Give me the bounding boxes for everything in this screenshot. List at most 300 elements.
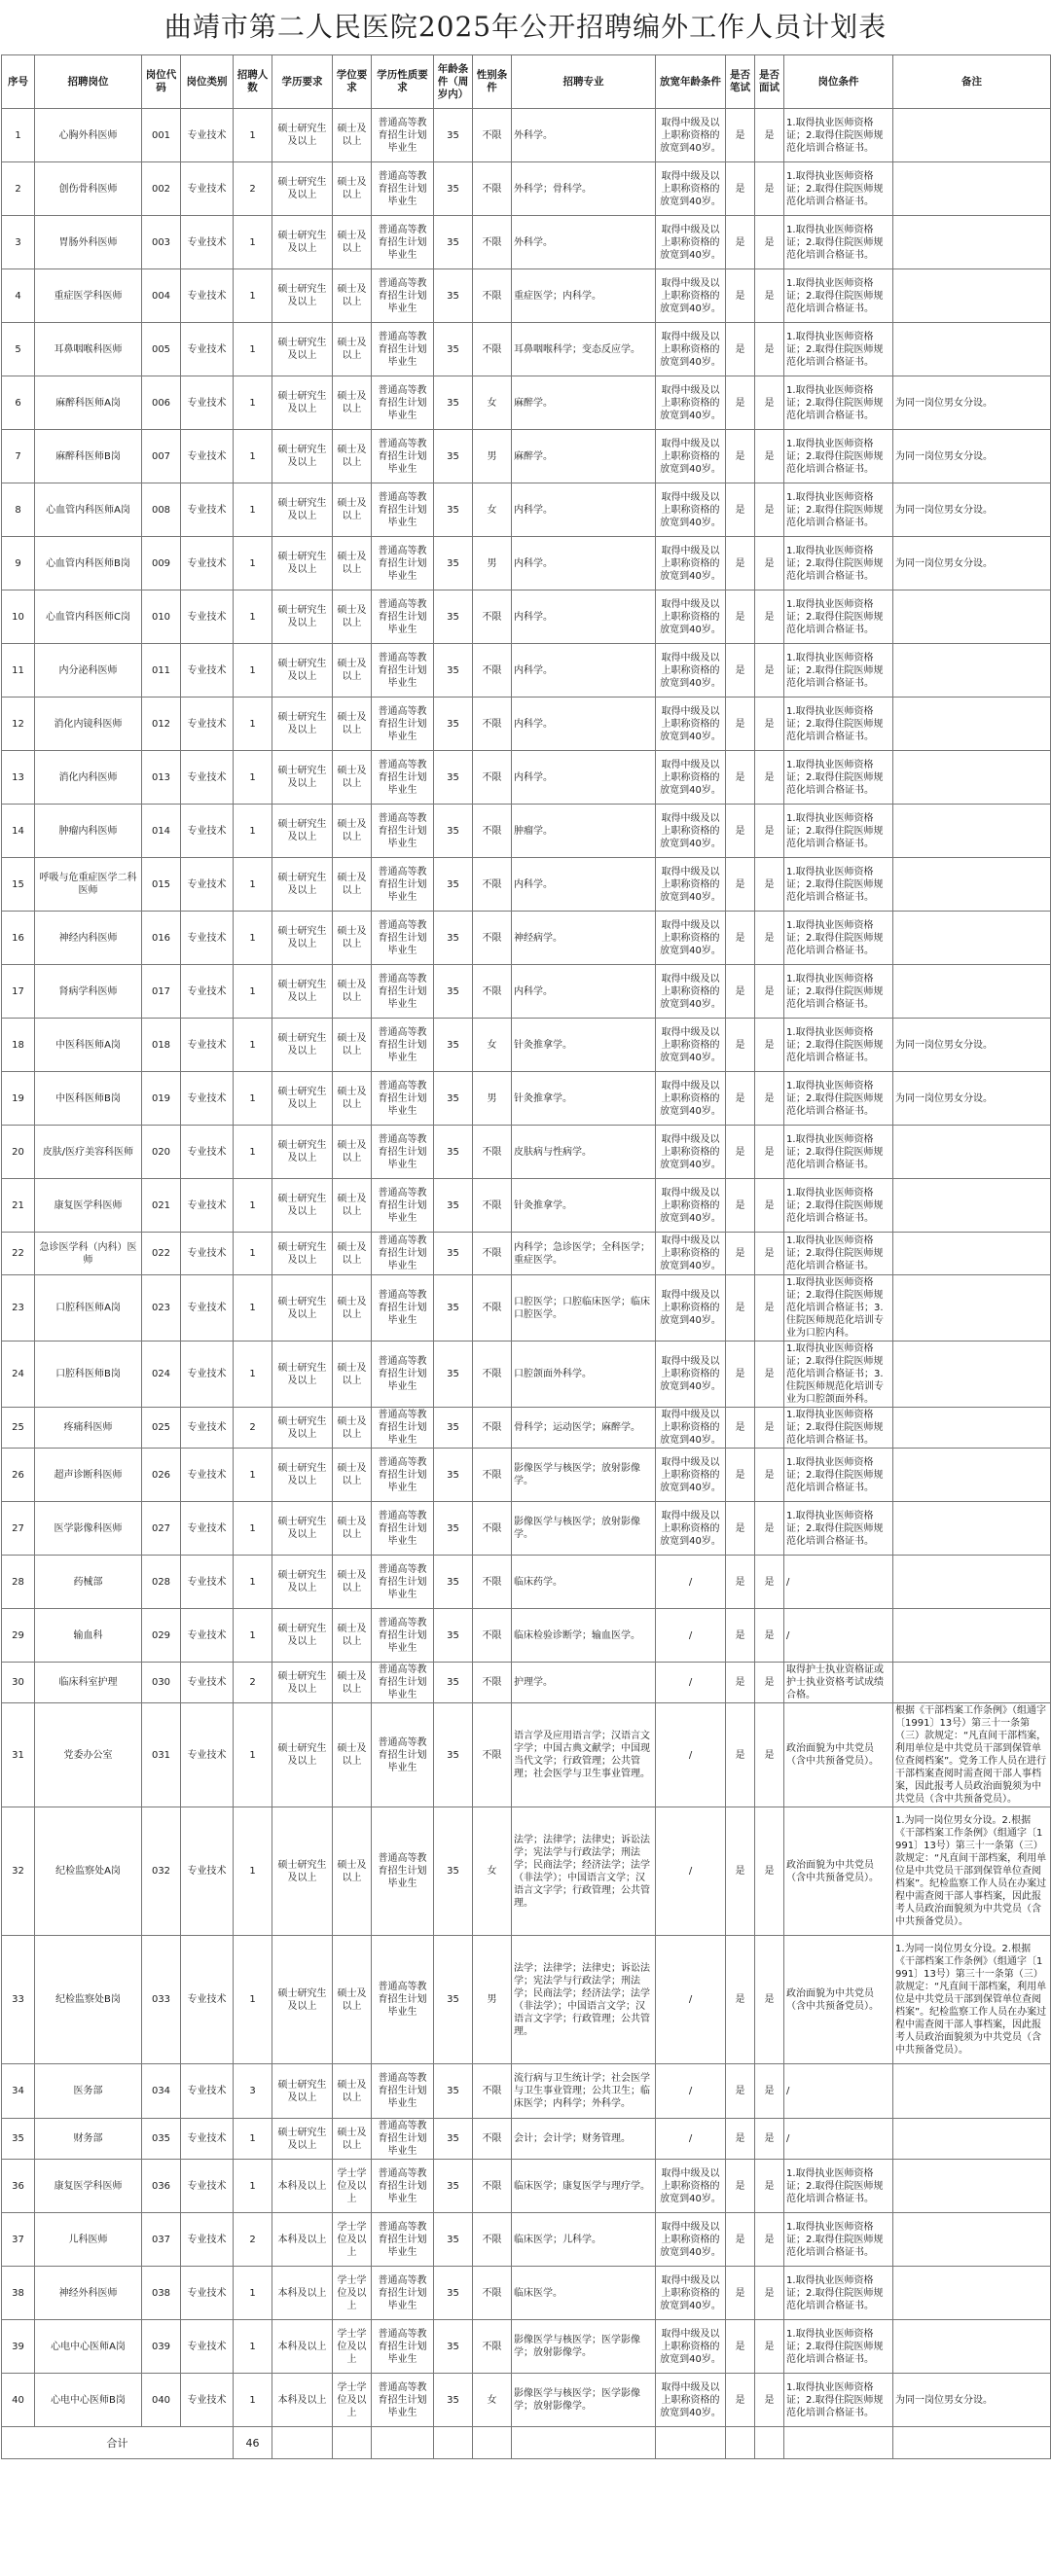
empty-cell [893,2427,1051,2459]
table-cell: 取得中级及以上职称资格的放宽到40岁。 [656,1502,726,1556]
table-cell: 013 [142,751,181,805]
table-cell: 32 [2,1807,35,1936]
table-cell: 15 [2,858,35,912]
table-cell: 胃肠外科医师 [35,216,142,269]
table-row [2,912,1051,965]
table-cell: / [656,1663,726,1703]
table-cell: 取得中级及以上职称资格的放宽到40岁。 [656,2213,726,2267]
table-cell: 专业技术 [181,698,234,751]
empty-cell [372,2427,434,2459]
table-cell: 女 [473,376,512,430]
table-cell: 取得中级及以上职称资格的放宽到40岁。 [656,216,726,269]
table-cell: 普通高等教育招生计划毕业生 [372,2160,434,2213]
table-cell: 取得中级及以上职称资格的放宽到40岁。 [656,1072,726,1126]
table-row [2,698,1051,751]
table-cell: 普通高等教育招生计划毕业生 [372,1019,434,1072]
table-cell: 1 [234,1233,272,1275]
table-cell: 神经病学。 [512,912,656,965]
table-cell: 普通高等教育招生计划毕业生 [372,216,434,269]
table-cell: 35 [434,2160,473,2213]
table-cell: 是 [726,1233,755,1275]
table-cell: 是 [726,2320,755,2374]
table-cell: 取得中级及以上职称资格的放宽到40岁。 [656,376,726,430]
table-cell: 是 [726,1936,755,2064]
table-cell: 影像医学与核医学；医学影像学；放射影像学。 [512,2320,656,2374]
table-cell: 不限 [473,2320,512,2374]
table-cell: 为同一岗位男女分设。 [893,483,1051,537]
table-cell: 专业技术 [181,912,234,965]
table-cell: 不限 [473,1275,512,1342]
table-cell [893,698,1051,751]
table-cell: 男 [473,1072,512,1126]
table-cell: 是 [726,376,755,430]
table-row [2,269,1051,323]
table-cell: 1.取得执业医师资格证；2.取得住院医师规范化培训合格证书。 [784,965,893,1019]
table-cell: 35 [434,323,473,376]
table-cell: 取得中级及以上职称资格的放宽到40岁。 [656,2160,726,2213]
table-cell: 普通高等教育招生计划毕业生 [372,1072,434,1126]
table-cell: 专业技术 [181,376,234,430]
table-cell: 女 [473,1807,512,1936]
empty-cell [656,2427,726,2459]
table-cell: 急诊医学科（内科）医师 [35,1233,142,1275]
table-cell: 硕士研究生及以上 [272,162,333,216]
table-cell: 19 [2,1072,35,1126]
table-cell: 普通高等教育招生计划毕业生 [372,2213,434,2267]
table-cell: 35 [434,162,473,216]
table-cell: 是 [726,2119,755,2160]
table-cell: 普通高等教育招生计划毕业生 [372,1609,434,1663]
table-cell: 35 [434,1556,473,1609]
table-cell: 35 [434,1936,473,2064]
table-cell: 是 [755,1179,784,1233]
table-cell: 是 [726,1807,755,1936]
table-cell: 039 [142,2320,181,2374]
table-cell [893,1556,1051,1609]
table-cell: 影像医学与核医学；医学影像学；放射影像学。 [512,2374,656,2427]
table-cell: 呼吸与危重症医学二科医师 [35,858,142,912]
table-cell: 内科学。 [512,537,656,590]
table-cell: 取得中级及以上职称资格的放宽到40岁。 [656,109,726,162]
table-cell: 硕士及以上 [333,1703,372,1807]
table-cell: 1 [234,1449,272,1502]
table-cell: 针灸推拿学。 [512,1179,656,1233]
table-cell: 1.取得执业医师资格证；2.取得住院医师规范化培训合格证书。 [784,644,893,698]
table-cell: 硕士研究生及以上 [272,1179,333,1233]
table-cell: 是 [755,537,784,590]
table-cell: 取得中级及以上职称资格的放宽到40岁。 [656,1126,726,1179]
table-cell: 是 [726,2267,755,2320]
table-cell: 是 [726,2160,755,2213]
table-cell: 专业技术 [181,2267,234,2320]
table-cell: 本科及以上 [272,2374,333,2427]
table-cell: 硕士及以上 [333,858,372,912]
table-row [2,2267,1051,2320]
table-cell: 硕士及以上 [333,1275,372,1342]
table-cell: 003 [142,216,181,269]
table-cell: 财务部 [35,2119,142,2160]
table-cell: 是 [755,1703,784,1807]
table-cell: / [656,1936,726,2064]
table-cell: 是 [726,590,755,644]
table-cell: 普通高等教育招生计划毕业生 [372,751,434,805]
table-cell: 是 [726,751,755,805]
table-cell: 是 [755,2119,784,2160]
empty-cell [512,2427,656,2459]
table-cell: 35 [434,858,473,912]
table-cell: 是 [755,912,784,965]
table-cell: 硕士及以上 [333,644,372,698]
table-cell: 硕士及以上 [333,1609,372,1663]
empty-cell [473,2427,512,2459]
table-cell: 35 [434,2119,473,2160]
table-row [2,1449,1051,1502]
table-cell: 024 [142,1342,181,1408]
table-cell: 035 [142,2119,181,2160]
table-cell: 不限 [473,644,512,698]
table-cell: 骨科学；运动医学；麻醉学。 [512,1408,656,1449]
table-cell: 1.取得执业医师资格证；2.取得住院医师规范化培训合格证书。 [784,162,893,216]
table-cell: 008 [142,483,181,537]
table-cell: 临床药学。 [512,1556,656,1609]
table-cell: 027 [142,1502,181,1556]
table-cell: 是 [755,2064,784,2119]
table-cell: 普通高等教育招生计划毕业生 [372,269,434,323]
table-cell: 不限 [473,698,512,751]
table-cell: 35 [434,912,473,965]
table-cell: 硕士及以上 [333,323,372,376]
table-cell: 硕士及以上 [333,2064,372,2119]
table-cell: 中医科医师B岗 [35,1072,142,1126]
empty-cell [333,2427,372,2459]
table-row [2,1233,1051,1275]
table-cell: 专业技术 [181,1126,234,1179]
table-cell: 38 [2,2267,35,2320]
table-cell: 硕士研究生及以上 [272,1233,333,1275]
table-cell: 普通高等教育招生计划毕业生 [372,1126,434,1179]
table-cell: 心血管内科医师C岗 [35,590,142,644]
table-cell: 硕士研究生及以上 [272,858,333,912]
table-cell: 031 [142,1703,181,1807]
total-count: 46 [234,2427,272,2459]
table-cell: 35 [434,483,473,537]
table-cell: 取得中级及以上职称资格的放宽到40岁。 [656,590,726,644]
table-cell: 普通高等教育招生计划毕业生 [372,1275,434,1342]
table-row [2,2374,1051,2427]
table-cell: 硕士及以上 [333,1179,372,1233]
column-header: 是否笔试 [726,55,755,109]
table-cell: 取得中级及以上职称资格的放宽到40岁。 [656,430,726,483]
table-cell: 本科及以上 [272,2267,333,2320]
table-cell: 是 [726,858,755,912]
table-cell: 语言学及应用语言学；汉语言文字学；中国古典文献学；中国现当代文学；行政管理；公共管理；社会医学与卫生事业管理。 [512,1703,656,1807]
table-cell: 医学影像科医师 [35,1502,142,1556]
table-cell: 是 [755,1502,784,1556]
table-cell: 不限 [473,590,512,644]
table-cell: 35 [434,269,473,323]
table-cell [893,1275,1051,1342]
table-cell: 专业技术 [181,162,234,216]
table-cell [893,1408,1051,1449]
table-cell: 004 [142,269,181,323]
table-cell: 消化内科医师 [35,751,142,805]
table-cell [893,1126,1051,1179]
table-cell: 40 [2,2374,35,2427]
table-row [2,537,1051,590]
table-cell: 是 [755,376,784,430]
table-cell: 专业技术 [181,2213,234,2267]
column-header: 放宽年龄条件 [656,55,726,109]
table-cell: 11 [2,644,35,698]
empty-cell [434,2427,473,2459]
table-cell: 为同一岗位男女分设。 [893,537,1051,590]
table-cell: 硕士研究生及以上 [272,698,333,751]
table-cell: 硕士研究生及以上 [272,1807,333,1936]
table-cell: 普通高等教育招生计划毕业生 [372,537,434,590]
table-cell: 1.为同一岗位男女分设。2.根据《干部档案工作条例》（组通字〔1991〕13号）第三十一条第（三）款规定：“凡直间干部档案，利用单位是中共党员干部到保管单位查阅档案”。纪检监察工作人员在办案过程中需查阅干部人事档案，因此报考人员政治面貌须为中共党员（含中共预备党员）。 [893,1936,1051,2064]
table-cell [893,1663,1051,1703]
table-cell: / [784,2064,893,2119]
table-row [2,1609,1051,1663]
table-cell: 影像医学与核医学；放射影像学。 [512,1449,656,1502]
table-header-row [2,55,1051,109]
table-cell: 1 [234,376,272,430]
table-cell: 是 [755,483,784,537]
table-cell: 1 [234,1502,272,1556]
table-cell [893,590,1051,644]
table-cell: 心电中心医师B岗 [35,2374,142,2427]
table-cell: 硕士及以上 [333,1663,372,1703]
table-cell: 政治面貌为中共党员（含中共预备党员）。 [784,1807,893,1936]
table-cell: 硕士研究生及以上 [272,1502,333,1556]
table-row [2,162,1051,216]
table-cell: 本科及以上 [272,2213,333,2267]
table-cell: 为同一岗位男女分设。 [893,376,1051,430]
table-cell: 取得中级及以上职称资格的放宽到40岁。 [656,1449,726,1502]
table-cell: 硕士研究生及以上 [272,1449,333,1502]
table-cell: 口腔医学；口腔临床医学；临床口腔医学。 [512,1275,656,1342]
table-cell: 35 [434,1408,473,1449]
table-cell: 硕士及以上 [333,1556,372,1609]
table-cell: 内分泌科医师 [35,644,142,698]
table-cell: 是 [726,216,755,269]
table-cell: 专业技术 [181,1556,234,1609]
table-cell: 麻醉科医师A岗 [35,376,142,430]
empty-cell [272,2427,333,2459]
table-cell: 019 [142,1072,181,1126]
table-cell: 是 [726,1072,755,1126]
table-cell: 取得中级及以上职称资格的放宽到40岁。 [656,162,726,216]
table-cell: 35 [434,1179,473,1233]
table-cell: 普通高等教育招生计划毕业生 [372,1233,434,1275]
table-cell: 专业技术 [181,805,234,858]
table-cell: 肿瘤学。 [512,805,656,858]
table-cell: 不限 [473,1408,512,1449]
table-cell: 是 [755,644,784,698]
table-cell: 是 [755,698,784,751]
table-cell: 3 [2,216,35,269]
table-cell: 35 [434,1703,473,1807]
table-cell: 取得中级及以上职称资格的放宽到40岁。 [656,965,726,1019]
table-row [2,1936,1051,2064]
table-cell: 1.取得执业医师资格证；2.取得住院医师规范化培训合格证书。 [784,483,893,537]
page-title: 曲靖市第二人民医院2025年公开招聘编外工作人员计划表 [163,11,888,43]
table-cell [893,1502,1051,1556]
table-cell [893,1179,1051,1233]
table-cell: 是 [726,1449,755,1502]
total-row [2,2427,1051,2459]
table-body [2,109,1051,2459]
table-cell: 儿科医师 [35,2213,142,2267]
table-cell: 硕士研究生及以上 [272,1275,333,1342]
table-cell: 是 [726,1408,755,1449]
table-cell: 是 [726,1663,755,1703]
table-row [2,751,1051,805]
table-cell: 本科及以上 [272,2160,333,2213]
table-cell: 普通高等教育招生计划毕业生 [372,376,434,430]
table-cell: 1.取得执业医师资格证；2.取得住院医师规范化培训合格证书。 [784,109,893,162]
empty-cell [726,2427,755,2459]
table-cell: 学士学位及以上 [333,2160,372,2213]
table-cell: 专业技术 [181,1275,234,1342]
table-cell: 硕士及以上 [333,2119,372,2160]
table-cell [893,1609,1051,1663]
table-cell: 35 [434,1609,473,1663]
table-cell: 党委办公室 [35,1703,142,1807]
table-row [2,1663,1051,1703]
table-cell: 硕士及以上 [333,1807,372,1936]
table-cell: 硕士及以上 [333,1936,372,2064]
table-cell [893,1449,1051,1502]
table-cell: / [656,2119,726,2160]
table-cell: 1.取得执业医师资格证；2.取得住院医师规范化培训合格证书。 [784,1072,893,1126]
table-cell: 是 [755,323,784,376]
table-cell: 普通高等教育招生计划毕业生 [372,965,434,1019]
table-cell: 普通高等教育招生计划毕业生 [372,2119,434,2160]
table-cell: 021 [142,1179,181,1233]
table-cell: 1.取得执业医师资格证；2.取得住院医师规范化培训合格证书。 [784,2374,893,2427]
table-cell: 重症医学科医师 [35,269,142,323]
table-cell: 不限 [473,2160,512,2213]
table-cell: 是 [755,216,784,269]
table-cell: 专业技术 [181,2119,234,2160]
table-cell: 普通高等教育招生计划毕业生 [372,805,434,858]
table-cell: 1.取得执业医师资格证；2.取得住院医师规范化培训合格证书。 [784,2213,893,2267]
table-cell [893,1342,1051,1408]
table-cell: 018 [142,1019,181,1072]
table-cell: 35 [434,644,473,698]
table-cell: 肾病学科医师 [35,965,142,1019]
table-cell: 麻醉学。 [512,376,656,430]
table-cell: 是 [726,698,755,751]
table-row [2,1807,1051,1936]
table-cell: 39 [2,2320,35,2374]
table-cell: 1.取得执业医师资格证；2.取得住院医师规范化培训合格证书。 [784,537,893,590]
table-cell: 中医科医师A岗 [35,1019,142,1072]
table-cell: 硕士研究生及以上 [272,1019,333,1072]
table-cell: 1.取得执业医师资格证；2.取得住院医师规范化培训合格证书。 [784,858,893,912]
table-cell: 21 [2,1179,35,1233]
table-cell: 35 [434,1449,473,1502]
table-row [2,483,1051,537]
table-cell: 专业技术 [181,483,234,537]
table-cell: 专业技术 [181,1179,234,1233]
table-cell: 是 [726,109,755,162]
table-cell: / [656,2064,726,2119]
recruitment-table [1,54,1051,2459]
table-cell: 是 [726,644,755,698]
table-cell: 是 [755,805,784,858]
table-cell: 1.取得执业医师资格证；2.取得住院医师规范化培训合格证书。 [784,590,893,644]
table-cell: 医务部 [35,2064,142,2119]
column-header: 学历要求 [272,55,333,109]
table-cell: 纪检监察处B岗 [35,1936,142,2064]
table-cell: 001 [142,109,181,162]
table-cell: 女 [473,2374,512,2427]
table-cell: 硕士及以上 [333,1449,372,1502]
table-cell: 肿瘤内科医师 [35,805,142,858]
table-cell: 取得中级及以上职称资格的放宽到40岁。 [656,2374,726,2427]
table-cell: 6 [2,376,35,430]
table-cell: 不限 [473,751,512,805]
table-row [2,323,1051,376]
table-cell: 重症医学；内科学。 [512,269,656,323]
table-cell: 硕士研究生及以上 [272,1703,333,1807]
table-cell: 不限 [473,1233,512,1275]
table-cell: 是 [726,2213,755,2267]
table-cell [893,965,1051,1019]
empty-cell [755,2427,784,2459]
table-cell: 26 [2,1449,35,1502]
table-cell: 是 [726,1502,755,1556]
table-cell: 不限 [473,216,512,269]
table-cell: 专业技术 [181,1663,234,1703]
table-cell: 是 [755,269,784,323]
table-cell: 女 [473,483,512,537]
table-cell: 35 [434,805,473,858]
table-row [2,965,1051,1019]
table-cell: 为同一岗位男女分设。 [893,1019,1051,1072]
table-cell: 025 [142,1408,181,1449]
table-cell: 是 [726,965,755,1019]
table-cell: 取得护士执业资格证或护士执业资格考试成绩合格。 [784,1663,893,1703]
table-row [2,1703,1051,1807]
table-cell: 015 [142,858,181,912]
table-cell: 普通高等教育招生计划毕业生 [372,2320,434,2374]
table-cell: 普通高等教育招生计划毕业生 [372,1703,434,1807]
table-cell: 不限 [473,2064,512,2119]
table-cell: 1 [234,912,272,965]
table-cell: 014 [142,805,181,858]
table-cell: 1 [234,1126,272,1179]
table-cell: 硕士研究生及以上 [272,644,333,698]
table-cell: 35 [434,376,473,430]
table-cell: 4 [2,269,35,323]
table-cell: 取得中级及以上职称资格的放宽到40岁。 [656,1179,726,1233]
table-cell: 不限 [473,858,512,912]
table-cell: 取得中级及以上职称资格的放宽到40岁。 [656,2320,726,2374]
table-cell: 临床检验诊断学；输血医学。 [512,1609,656,1663]
table-cell: 根据《干部档案工作条例》（组通字〔1991〕13号）第三十一条第（三）款规定：“凡直间干部档案，利用单位是中共党员干部到保管单位查阅档案”。党务工作人员在进行干部档案查阅时需查阅干部人事档案，因此报考人员政治面貌须为中共党员（含中共预备党员）。 [893,1703,1051,1807]
table-cell: 是 [755,1449,784,1502]
table-cell: 学士学位及以上 [333,2213,372,2267]
table-cell: 针灸推拿学。 [512,1072,656,1126]
table-row [2,1556,1051,1609]
table-cell: 普通高等教育招生计划毕业生 [372,162,434,216]
table-cell: 内科学。 [512,698,656,751]
table-cell: 硕士及以上 [333,1408,372,1449]
table-cell: 1 [234,1807,272,1936]
